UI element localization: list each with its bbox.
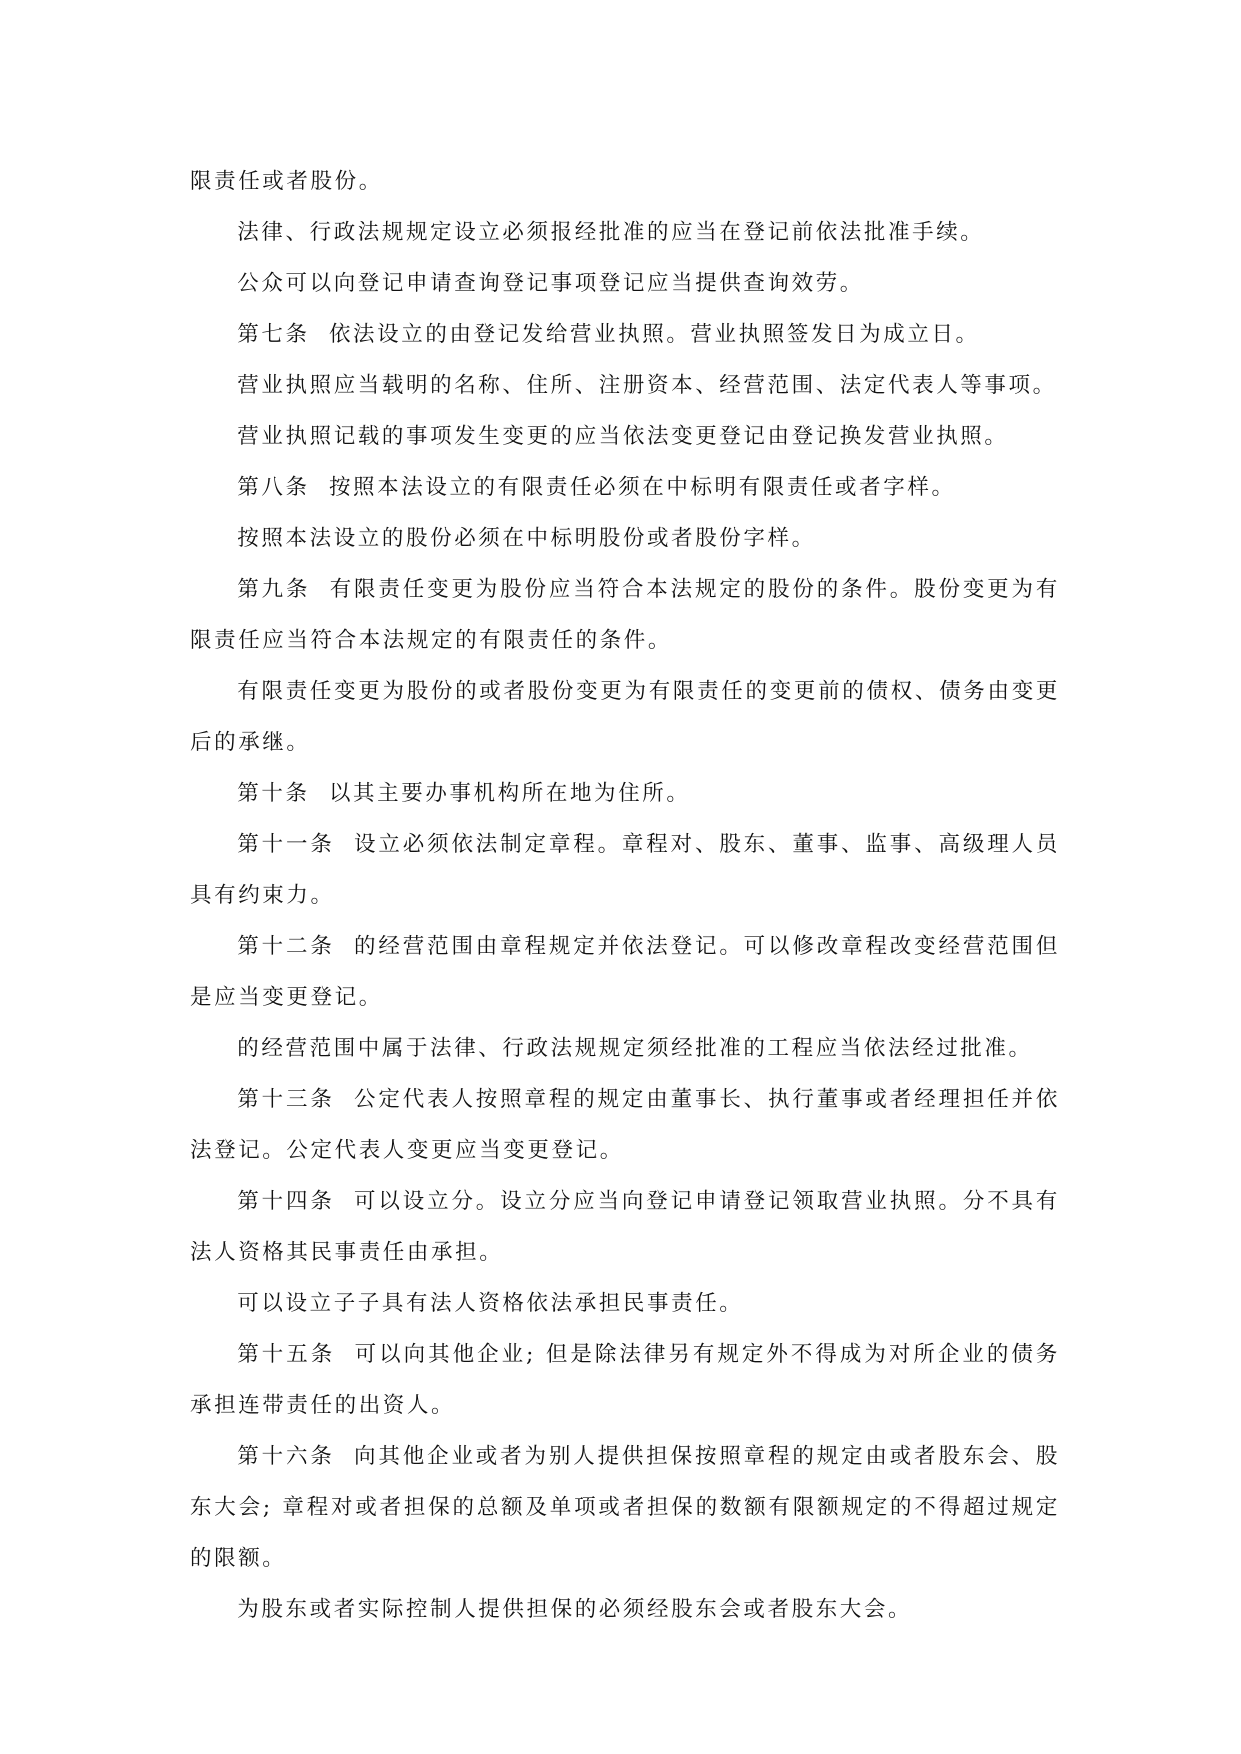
- paragraph-text: 可以设立子子具有法人资格依法承担民事责任。: [237, 1291, 744, 1316]
- paragraph: [190, 156, 1060, 207]
- article-number: 第十六条: [237, 1444, 335, 1469]
- paragraph-text: 的经营范围由章程规定并依法登记。可以修改章程改变经营范围但是应当变更登记。: [190, 934, 1060, 1010]
- paragraph: [190, 207, 1060, 258]
- paragraph: [190, 411, 1060, 462]
- paragraph: [190, 666, 1060, 768]
- document-body: [190, 156, 1060, 1635]
- paragraph-text: 向其他企业或者为别人提供担保按照章程的规定由或者股东会、股东大会; 章程对或者担保的总额及单项或者担保的数额有限额规定的不得超过规定的限额。: [190, 1444, 1060, 1571]
- paragraph-text: 可以向其他企业; 但是除法律另有规定外不得成为对所企业的债务承担连带责任的出资人。: [190, 1342, 1060, 1418]
- paragraph-text: 依法设立的由登记发给营业执照。营业执照签发日为成立日。: [328, 322, 980, 347]
- paragraph-text: 的经营范围中属于法律、行政法规规定须经批准的工程应当依法经过批准。: [237, 1036, 1033, 1061]
- paragraph: [190, 1278, 1060, 1329]
- paragraph-text: 法律、行政法规规定设立必须报经批准的应当在登记前依法批准手续。: [237, 220, 985, 245]
- article-number: 第十二条: [237, 934, 335, 959]
- paragraph-text: 营业执照记载的事项发生变更的应当依法变更登记由登记换发营业执照。: [237, 424, 1009, 449]
- paragraph: [190, 360, 1060, 411]
- paragraph: [190, 258, 1060, 309]
- paragraph: [190, 819, 1060, 921]
- paragraph: [190, 1074, 1060, 1176]
- paragraph-text: 以其主要办事机构所在地为住所。: [328, 781, 691, 806]
- paragraph-text: 可以设立分。设立分应当向登记申请登记领取营业执照。分不具有法人资格其民事责任由承担。: [190, 1189, 1060, 1265]
- article-number: 第八条: [237, 475, 310, 500]
- paragraph: [190, 921, 1060, 1023]
- paragraph-text: 设立必须依法制定章程。章程对、股东、董事、监事、高级理人员具有约束力。: [190, 832, 1060, 908]
- paragraph-text: 按照本法设立的股份必须在中标明股份或者股份字样。: [237, 526, 816, 551]
- paragraph-text: 公定代表人按照章程的规定由董事长、执行董事或者经理担任并依法登记。公定代表人变更应当变更登记。: [190, 1087, 1060, 1163]
- paragraph: [190, 1584, 1060, 1635]
- article-number: 第七条: [237, 322, 310, 347]
- article-number: 第九条: [237, 577, 311, 602]
- paragraph: [190, 309, 1060, 360]
- paragraph-text: 有限责任变更为股份应当符合本法规定的股份的条件。股份变更为有限责任应当符合本法规定的有限责任的条件。: [190, 577, 1060, 653]
- paragraph-text: 按照本法设立的有限责任必须在中标明有限责任或者字样。: [328, 475, 956, 500]
- article-number: 第十条: [237, 781, 310, 806]
- paragraph: [190, 1023, 1060, 1074]
- paragraph: [190, 1431, 1060, 1584]
- article-number: 第十五条: [237, 1342, 336, 1367]
- paragraph-text: 营业执照应当载明的名称、住所、注册资本、经营范围、法定代表人等事项。: [237, 373, 1057, 398]
- paragraph: [190, 768, 1060, 819]
- article-number: 第十一条: [237, 832, 335, 857]
- paragraph-text: 限责任或者股份。: [190, 169, 383, 194]
- article-number: 第十三条: [237, 1087, 335, 1112]
- paragraph: [190, 513, 1060, 564]
- paragraph-text: 公众可以向登记申请查询登记事项登记应当提供查询效劳。: [237, 271, 864, 296]
- paragraph: [190, 462, 1060, 513]
- paragraph: [190, 564, 1060, 666]
- paragraph-text: 为股东或者实际控制人提供担保的必须经股东会或者股东大会。: [237, 1597, 913, 1622]
- paragraph-text: 有限责任变更为股份的或者股份变更为有限责任的变更前的债权、债务由变更后的承继。: [190, 679, 1060, 755]
- article-number: 第十四条: [237, 1189, 335, 1214]
- paragraph: [190, 1329, 1060, 1431]
- paragraph: [190, 1176, 1060, 1278]
